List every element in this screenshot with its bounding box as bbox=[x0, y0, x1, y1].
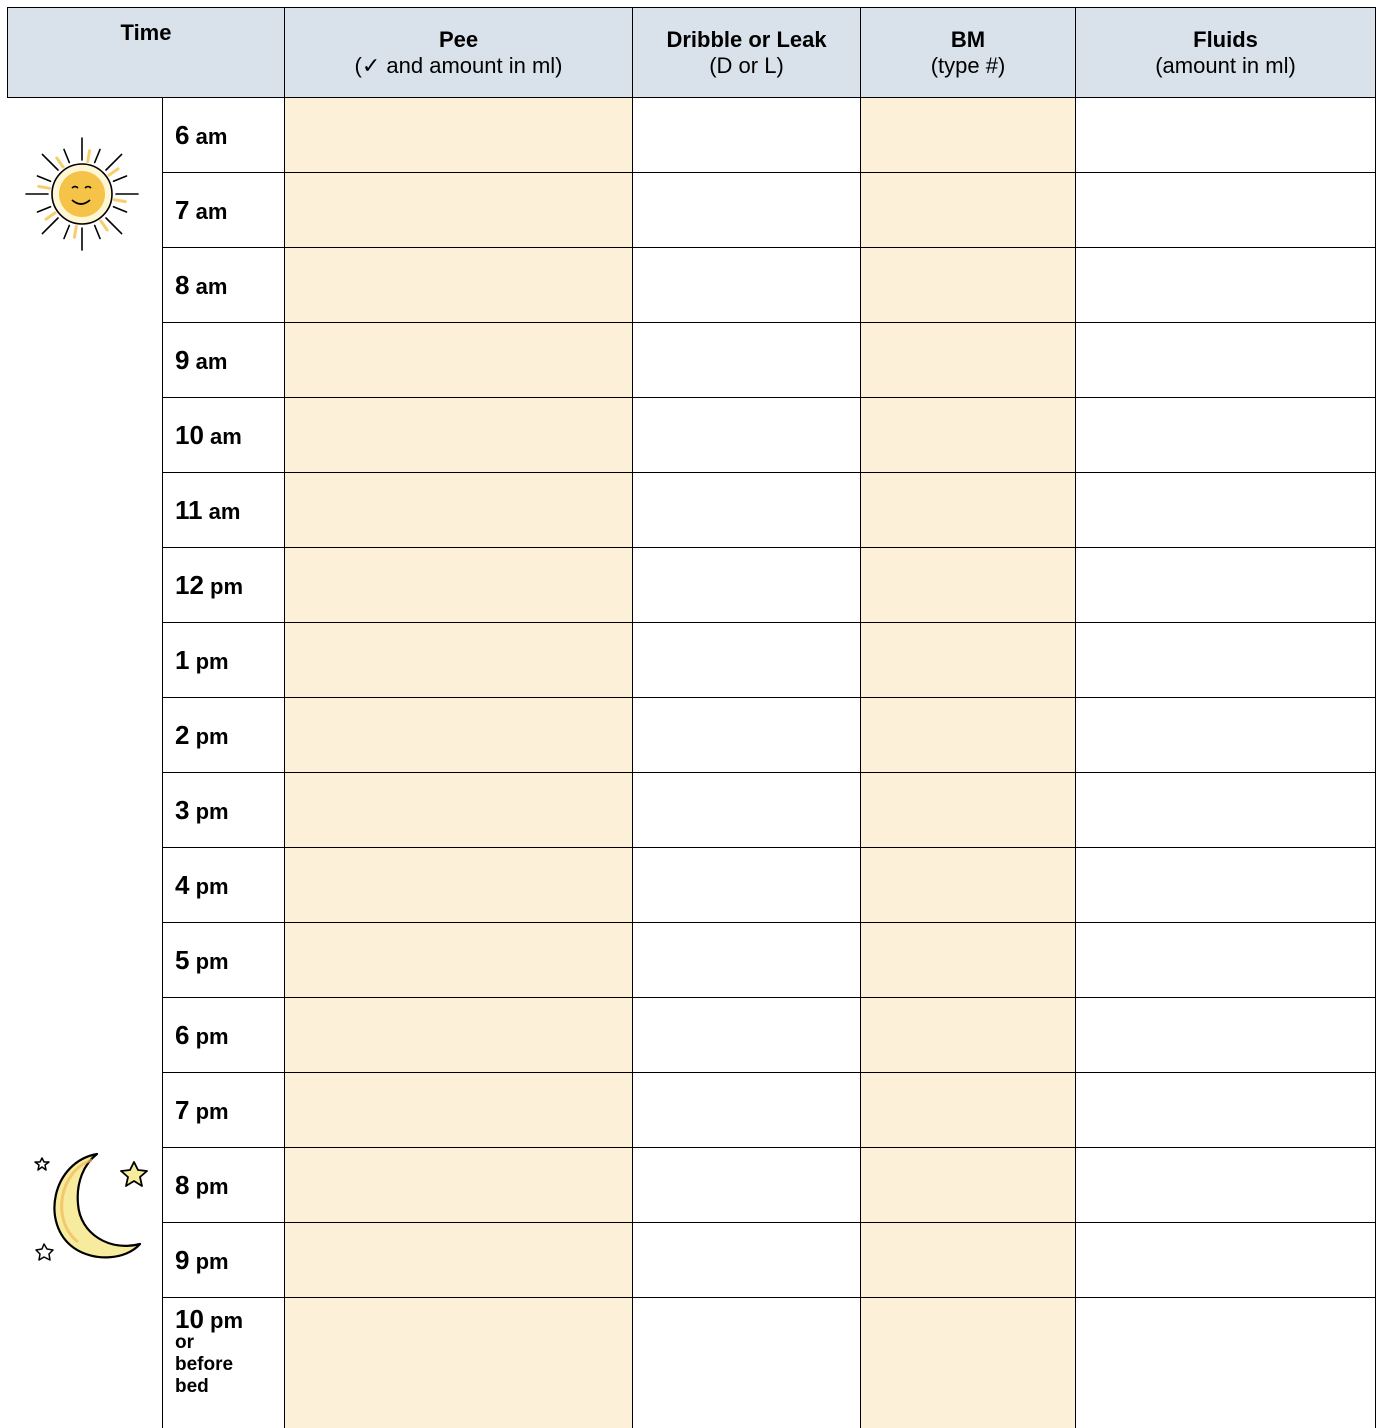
table-row bbox=[8, 1148, 1376, 1223]
dribble-cell[interactable] bbox=[633, 698, 861, 773]
time-label bbox=[163, 848, 285, 923]
time-period: pm bbox=[196, 1099, 229, 1124]
dribble-cell[interactable] bbox=[633, 173, 861, 248]
header-time bbox=[8, 8, 285, 98]
time-period: pm bbox=[196, 1174, 229, 1199]
pee-cell[interactable] bbox=[285, 398, 633, 473]
header-bm-sublabel: (type #) bbox=[861, 53, 1075, 79]
fluids-cell[interactable] bbox=[1076, 398, 1376, 473]
bm-cell[interactable] bbox=[861, 398, 1076, 473]
time-period: am bbox=[196, 199, 228, 224]
time-hour: 1 bbox=[175, 645, 189, 675]
time-hour: 5 bbox=[175, 945, 189, 975]
time-hour: 6 bbox=[175, 120, 189, 150]
pee-cell[interactable] bbox=[285, 98, 633, 173]
fluids-cell[interactable] bbox=[1076, 1298, 1376, 1428]
bm-cell[interactable] bbox=[861, 998, 1076, 1073]
icon-column bbox=[8, 98, 163, 1428]
time-hour: 4 bbox=[175, 870, 189, 900]
pee-cell[interactable] bbox=[285, 998, 633, 1073]
time-period: am bbox=[210, 424, 242, 449]
fluids-cell[interactable] bbox=[1076, 773, 1376, 848]
table-row bbox=[8, 98, 1376, 173]
time-label bbox=[163, 248, 285, 323]
time-period: am bbox=[209, 499, 241, 524]
time-hour: 6 bbox=[175, 1020, 189, 1050]
fluids-cell[interactable] bbox=[1076, 623, 1376, 698]
table-row bbox=[8, 248, 1376, 323]
bm-cell[interactable] bbox=[861, 323, 1076, 398]
time-hour: 8 bbox=[175, 1170, 189, 1200]
header-pee bbox=[285, 8, 633, 98]
bm-cell[interactable] bbox=[861, 1223, 1076, 1298]
bm-cell[interactable] bbox=[861, 623, 1076, 698]
time-label bbox=[163, 98, 285, 173]
sun-icon bbox=[22, 134, 142, 254]
dribble-cell[interactable] bbox=[633, 473, 861, 548]
header-bm-label: BM bbox=[861, 27, 1075, 53]
pee-cell[interactable] bbox=[285, 773, 633, 848]
header-dribble-label: Dribble or Leak bbox=[633, 27, 860, 53]
time-label bbox=[163, 998, 285, 1073]
time-hour: 8 bbox=[175, 270, 189, 300]
pee-cell[interactable] bbox=[285, 1073, 633, 1148]
fluids-cell[interactable] bbox=[1076, 548, 1376, 623]
time-label bbox=[163, 698, 285, 773]
fluids-cell[interactable] bbox=[1076, 923, 1376, 998]
time-period: pm bbox=[210, 1308, 243, 1333]
header-pee-sublabel: (✓ and amount in ml) bbox=[285, 53, 632, 79]
time-note: before bbox=[175, 1354, 284, 1376]
pee-cell[interactable] bbox=[285, 173, 633, 248]
time-period: pm bbox=[196, 874, 229, 899]
dribble-cell[interactable] bbox=[633, 1148, 861, 1223]
fluids-cell[interactable] bbox=[1076, 248, 1376, 323]
table-row bbox=[8, 548, 1376, 623]
time-period: pm bbox=[196, 799, 229, 824]
table-row bbox=[8, 398, 1376, 473]
time-hour: 2 bbox=[175, 720, 189, 750]
table-row bbox=[8, 1223, 1376, 1298]
table-row bbox=[8, 773, 1376, 848]
bm-cell[interactable] bbox=[861, 923, 1076, 998]
table-row bbox=[8, 848, 1376, 923]
dribble-cell[interactable] bbox=[633, 1073, 861, 1148]
time-hour: 9 bbox=[175, 345, 189, 375]
bm-cell[interactable] bbox=[861, 698, 1076, 773]
time-hour: 9 bbox=[175, 1245, 189, 1275]
time-period: pm bbox=[196, 649, 229, 674]
table-row bbox=[8, 623, 1376, 698]
time-period: am bbox=[196, 124, 228, 149]
time-period: am bbox=[196, 274, 228, 299]
table-row bbox=[8, 323, 1376, 398]
time-hour: 7 bbox=[175, 195, 189, 225]
time-period: am bbox=[196, 349, 228, 374]
fluids-cell[interactable] bbox=[1076, 1223, 1376, 1298]
time-label bbox=[163, 1223, 285, 1298]
dribble-cell[interactable] bbox=[633, 773, 861, 848]
bm-cell[interactable] bbox=[861, 1073, 1076, 1148]
pee-cell[interactable] bbox=[285, 1223, 633, 1298]
bm-cell[interactable] bbox=[861, 1148, 1076, 1223]
time-label bbox=[163, 1298, 285, 1428]
pee-cell[interactable] bbox=[285, 473, 633, 548]
table-row bbox=[8, 173, 1376, 248]
fluids-cell[interactable] bbox=[1076, 998, 1376, 1073]
time-label bbox=[163, 473, 285, 548]
table-body bbox=[8, 98, 1376, 1428]
time-label bbox=[163, 923, 285, 998]
dribble-cell[interactable] bbox=[633, 848, 861, 923]
header-fluids-label: Fluids bbox=[1076, 27, 1375, 53]
table-header bbox=[8, 8, 1376, 98]
table-row bbox=[8, 473, 1376, 548]
header-pee-label: Pee bbox=[285, 27, 632, 53]
time-hour: 11 bbox=[175, 495, 203, 525]
fluids-cell[interactable] bbox=[1076, 323, 1376, 398]
time-label bbox=[163, 1073, 285, 1148]
header-bm bbox=[861, 8, 1076, 98]
pee-cell[interactable] bbox=[285, 248, 633, 323]
time-hour: 10 bbox=[175, 420, 204, 450]
time-hour: 7 bbox=[175, 1095, 189, 1125]
header-fluids bbox=[1076, 8, 1376, 98]
bm-cell[interactable] bbox=[861, 173, 1076, 248]
dribble-cell[interactable] bbox=[633, 398, 861, 473]
time-label bbox=[163, 623, 285, 698]
table-row bbox=[8, 923, 1376, 998]
dribble-cell[interactable] bbox=[633, 98, 861, 173]
time-note: or bbox=[175, 1332, 284, 1354]
bm-cell[interactable] bbox=[861, 1298, 1076, 1428]
bm-cell[interactable] bbox=[861, 248, 1076, 323]
bm-cell[interactable] bbox=[861, 773, 1076, 848]
table-row bbox=[8, 998, 1376, 1073]
time-label bbox=[163, 548, 285, 623]
fluids-cell[interactable] bbox=[1076, 848, 1376, 923]
fluids-cell[interactable] bbox=[1076, 1073, 1376, 1148]
fluids-cell[interactable] bbox=[1076, 1148, 1376, 1223]
pee-cell[interactable] bbox=[285, 1148, 633, 1223]
pee-cell[interactable] bbox=[285, 698, 633, 773]
time-label bbox=[163, 173, 285, 248]
pee-cell[interactable] bbox=[285, 623, 633, 698]
fluids-cell[interactable] bbox=[1076, 473, 1376, 548]
dribble-cell[interactable] bbox=[633, 548, 861, 623]
bm-cell[interactable] bbox=[861, 98, 1076, 173]
dribble-cell[interactable] bbox=[633, 323, 861, 398]
moon-stars-icon bbox=[22, 1148, 152, 1268]
table-row bbox=[8, 1298, 1376, 1428]
dribble-cell[interactable] bbox=[633, 923, 861, 998]
header-time-label: Time bbox=[8, 20, 284, 46]
time-label bbox=[163, 398, 285, 473]
time-label bbox=[163, 1148, 285, 1223]
pee-cell[interactable] bbox=[285, 548, 633, 623]
time-period: pm bbox=[196, 949, 229, 974]
time-hour: 3 bbox=[175, 795, 189, 825]
time-hour: 12 bbox=[175, 570, 204, 600]
time-label bbox=[163, 773, 285, 848]
bm-cell[interactable] bbox=[861, 848, 1076, 923]
fluids-cell[interactable] bbox=[1076, 698, 1376, 773]
time-period: pm bbox=[196, 724, 229, 749]
table-row bbox=[8, 1073, 1376, 1148]
dribble-cell[interactable] bbox=[633, 998, 861, 1073]
dribble-cell[interactable] bbox=[633, 248, 861, 323]
time-note: bed bbox=[175, 1376, 284, 1398]
dribble-cell[interactable] bbox=[633, 623, 861, 698]
time-label bbox=[163, 323, 285, 398]
header-fluids-sublabel: (amount in ml) bbox=[1076, 53, 1375, 79]
bm-cell[interactable] bbox=[861, 548, 1076, 623]
fluids-cell[interactable] bbox=[1076, 173, 1376, 248]
time-period: pm bbox=[210, 574, 243, 599]
dribble-cell[interactable] bbox=[633, 1298, 861, 1428]
voiding-diary-table bbox=[7, 7, 1376, 1428]
header-dribble-sublabel: (D or L) bbox=[633, 53, 860, 79]
time-hour: 10 bbox=[175, 1304, 204, 1334]
pee-cell[interactable] bbox=[285, 323, 633, 398]
table-row bbox=[8, 698, 1376, 773]
bm-cell[interactable] bbox=[861, 473, 1076, 548]
pee-cell[interactable] bbox=[285, 1298, 633, 1428]
pee-cell[interactable] bbox=[285, 848, 633, 923]
time-period: pm bbox=[196, 1249, 229, 1274]
fluids-cell[interactable] bbox=[1076, 98, 1376, 173]
dribble-cell[interactable] bbox=[633, 1223, 861, 1298]
pee-cell[interactable] bbox=[285, 923, 633, 998]
header-dribble bbox=[633, 8, 861, 98]
time-period: pm bbox=[196, 1024, 229, 1049]
